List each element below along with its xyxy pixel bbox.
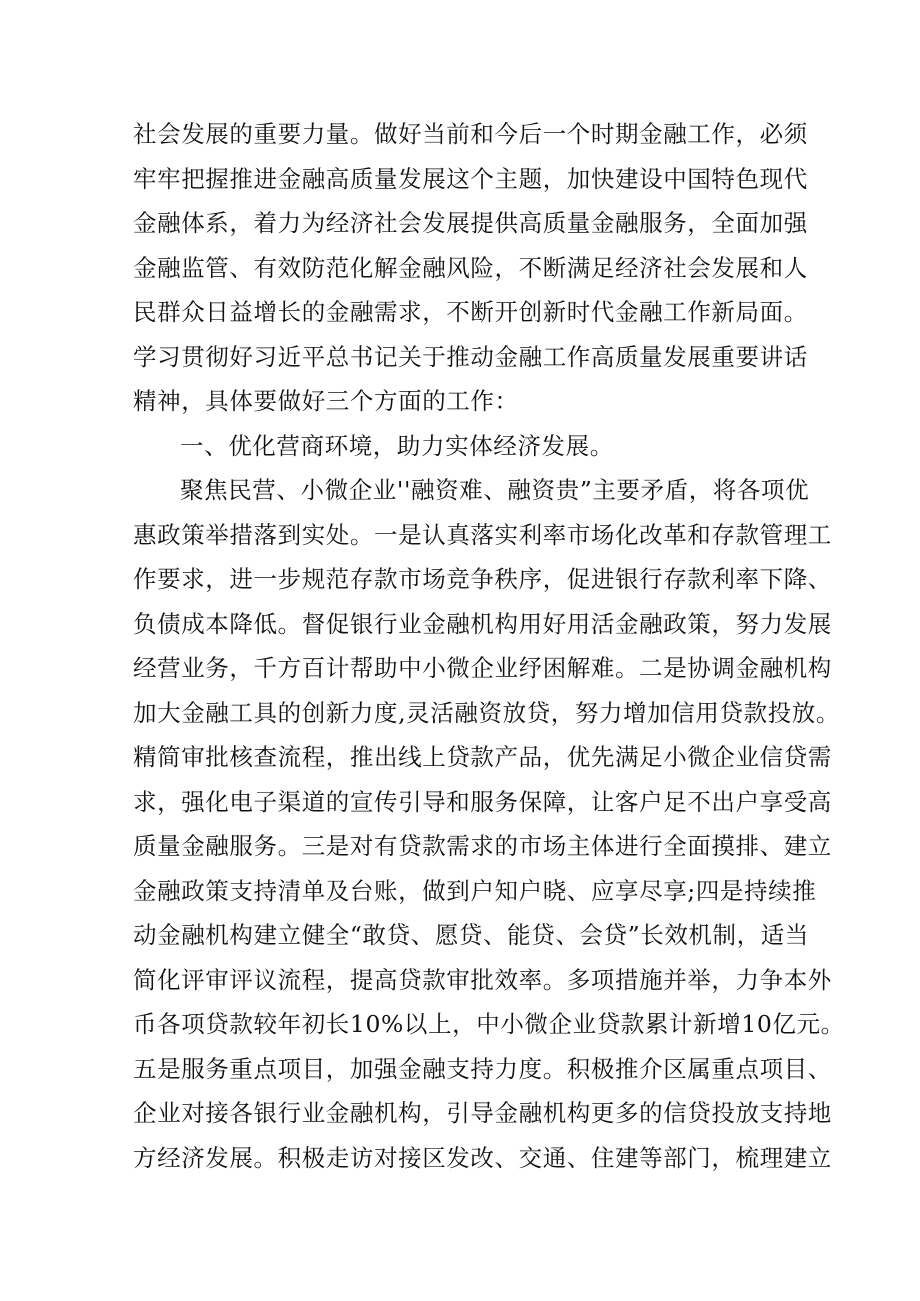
paragraph-line: 方经济发展。积极走访对接区发改、交通、住建等部门，梳理建立 <box>133 1143 832 1172</box>
paragraph-line: 加大金融工具的创新力度,灵活融资放贷，努力增加信用贷款投放。 <box>133 698 840 727</box>
paragraph-line: 金融政策支持清单及台账，做到户知户晓、应享尽享;四是持续推 <box>133 876 817 905</box>
paragraph-line: 经营业务，千方百计帮助中小微企业纾困解难。二是协调金融机构 <box>133 654 832 682</box>
text-line: 民群众日益增长的金融需求，不断开创新时代金融工作新局面。 <box>133 298 808 326</box>
text-line: 金融体系，着力为经济社会发展提供高质量金融服务，全面加强 <box>133 209 808 237</box>
paragraph-line: 聚焦民营、小微企业''融资难、融资贵”主要矛盾，将各项优 <box>180 476 810 504</box>
paragraph-line: 精简审批核查流程，推出线上贷款产品，优先满足小微企业信贷需 <box>133 743 832 771</box>
text-line: 精神，具体要做好三个方面的工作： <box>133 387 519 415</box>
text-line: 社会发展的重要力量。做好当前和今后一个时期金融工作，必须 <box>133 120 808 148</box>
paragraph-line: 币各项贷款较年初长10%以上，中小微企业贷款累计新增10亿元。 <box>133 1010 845 1038</box>
text-line: 牢牢把握推进金融高质量发展这个主题，加快建设中国特色现代 <box>133 164 808 193</box>
paragraph-line: 负债成本降低。督促银行业金融机构用好用活金融政策，努力发展 <box>133 609 832 638</box>
paragraph-line: 简化评审评议流程，提高贷款审批效率。多项措施并举，力争本外 <box>133 965 832 994</box>
paragraph-line: 质量金融服务。三是对有贷款需求的市场主体进行全面摸排、建立 <box>133 832 832 860</box>
paragraph-line: 求，强化电子渠道的宣传引导和服务保障，让客户足不出户享受高 <box>133 787 832 816</box>
text-line: 金融监管、有效防范化解金融风险，不断满足经济社会发展和人 <box>133 253 808 282</box>
paragraph-line: 作要求，进一步规范存款市场竞争秩序，促进银行存款利率下降、 <box>133 565 832 593</box>
text-line: 学习贯彻好习近平总书记关于推动金融工作高质量发展重要讲话 <box>133 342 808 371</box>
paragraph-line: 惠政策举措落到实处。一是认真落实利率市场化改革和存款管理工 <box>133 520 832 549</box>
paragraph-line: 五是服务重点项目，加强金融支持力度。积极推介区属重点项目、 <box>133 1054 832 1083</box>
paragraph-line: 动金融机构建立健全“敢贷、愿贷、能贷、会贷”长效机制，适当 <box>133 921 809 949</box>
document-body <box>133 112 845 1180</box>
section-heading: 一、优化营商环境，助力实体经济发展。 <box>180 431 614 460</box>
paragraph-line: 企业对接各银行业金融机构，引导金融机构更多的信贷投放支持地 <box>133 1099 832 1127</box>
